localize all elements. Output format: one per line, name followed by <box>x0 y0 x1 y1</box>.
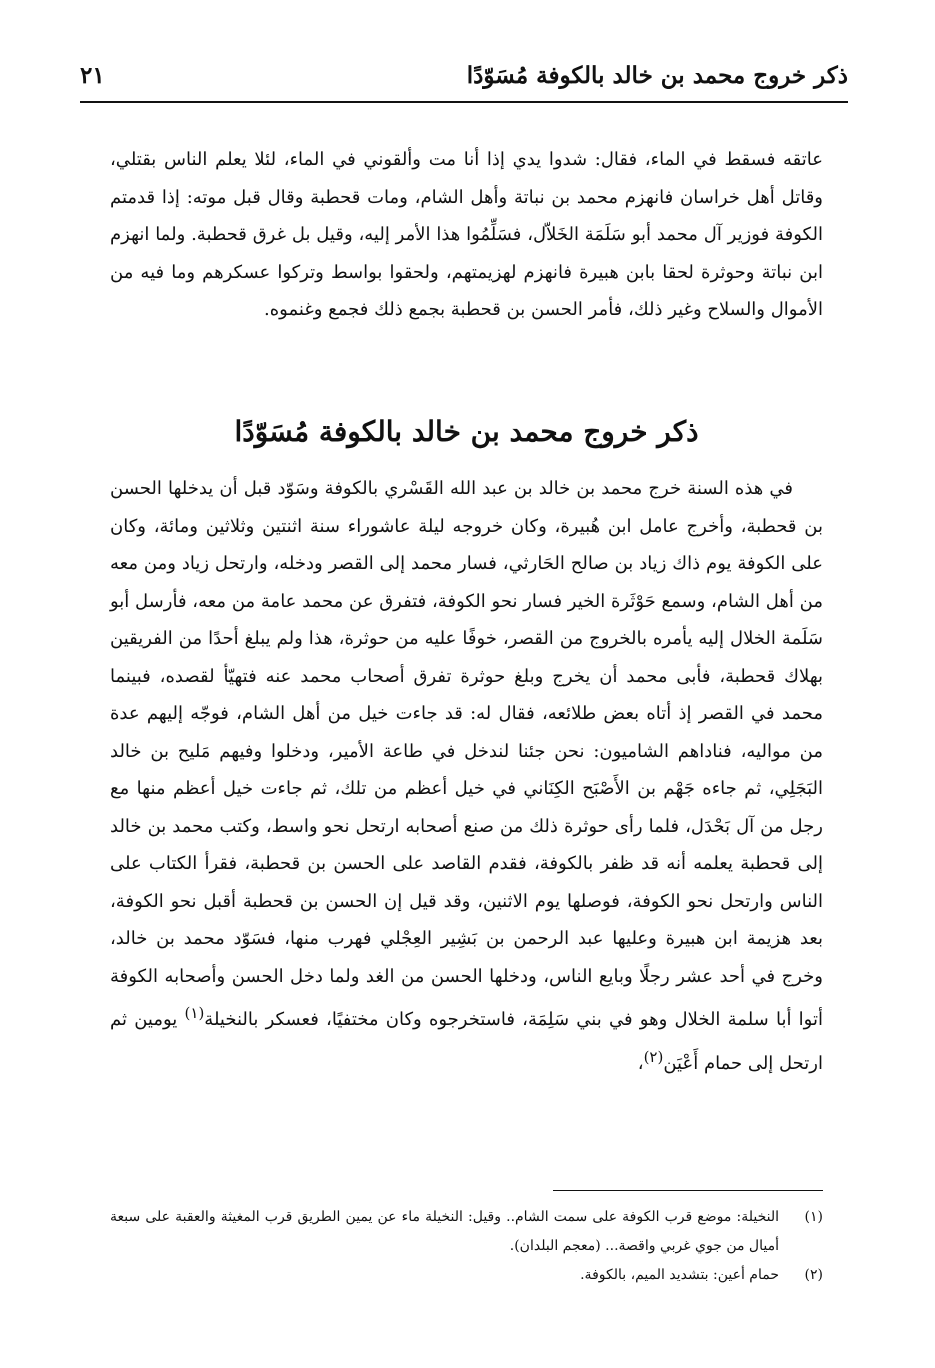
body-paragraph-2-text: في هذه السنة خرج محمد بن خالد بن عبد الله القَسْري بالكوفة وسَوّد قبل أن يدخلها الحسن بن قحطبة، وأخرج عامل ابن هُبيرة، وكان خروجه ليلة عاشوراء سنة اثنتين وثلاثين ومائة، وكان على الكوفة يوم ذاك زياد بن صالح الحَارثي، فسار محمد إلى القصر ودخله، وارتحل زياد ومن معه من أهل الشام، وسمع حَوْثَرة الخير فسار نحو الكوفة، فتفرق عن محمد عامة من معه، فأرسل أبو سَلَمة الخلال إليه يأمره بالخروج من القصر، خوفًا عليه من حوثرة، هذا ولم يبلغ أحدًا من الفريقين بهلاك قحطبة، فأبى محمد أن يخرج وبلغ حوثرة تفرق أصحاب محمد عنه فتهيّأ لقصده، فبينما محمد في القصر إذ أتاه بعض طلائعه، فقال له: قد جاءت خيل من أهل الشام، فوجّه إليهم عدة من مواليه، فناداهم الشاميون: نحن جئنا لندخل في طاعة الأمير، ودخلوا وفيهم مَليح بن خالد البَجَلِي، ثم جاءه جَهْم بن الأَصْبَح الكِنَاني في خيل أعظم من تلك، ثم جاءت خيل أعظم منها مع رجل من آل بَحْدَل، فلما رأى حوثرة ذلك من صنع أصحابه ارتحل نحو واسط، وكتب محمد بن خالد إلى قحطبة يعلمه أنه قد ظفر بالكوفة، فقدم القاصد على الحسن بن قحطبة، فقرأ الكتاب على الناس وارتحل نحو الكوفة، فوصلها يوم الاثنين، وقد قيل إن الحسن بن قحطبة أقبل نحو الكوفة، بعد هزيمة ابن هبيرة وعليها عبد الرحمن بن بَشِير العِجْلي فهرب منها، فسَوّد محمد بن خالد، وخرج في أحد عشر رجلًا وبايع الناس، ودخلها الحسن من الغد ولما دخل الحسن وأصحابه الكوفة أتوا أبا سلمة الخلال وهو في بني سَلِمَة، فاستخرجوه وكان مختفيًا، فعسكر بالنخيلة <box>110 478 823 1030</box>
footnote-ref-2[interactable]: (٢) <box>643 1047 664 1066</box>
running-title: ذكر خروج محمد بن خالد بالكوفة مُسَوّدًا <box>466 62 848 89</box>
body-paragraph-2-end-text: ، <box>637 1052 644 1074</box>
footnotes <box>110 1203 823 1290</box>
footnote-2 <box>110 1261 823 1290</box>
footnote-marker-2: (٢) <box>804 1267 823 1283</box>
body-paragraph-1: عاتقه فسقط في الماء، فقال: شدوا يدي إذا أنا مت وألقوني في الماء، لئلا يعلم الناس بقتلي، وقاتل أهل خراسان فانهزم محمد بن نباتة وأهل الشام، ومات قحطبة وقال قبل موته: إذا قدمتم الكوفة فوزير آل محمد أبو سَلَمَة الخَلاّل، فسَلِّمُوا هذا الأمر إليه، وقيل بل غرق قحطبة. ولما انهزم ابن نباتة وحوثرة لحقا بابن هبيرة فانهزم لهزيمتهم، ولحقوا بواسط وتركوا عسكرهم وما فيه من الأموال والسلاح وغير ذلك، فأمر الحسن بن قحطبة بجمع ذلك فجمع وغنموه. <box>110 149 823 320</box>
footnote-1 <box>110 1203 823 1261</box>
running-header <box>80 58 848 98</box>
header-rule <box>80 101 848 103</box>
footnote-text-1: النخيلة: موضع قرب الكوفة على سمت الشام.. وقيل: النخيلة ماء عن يمين الطريق قرب المغيثة والعقبة على سبعة أميال من جوي غربي واقصة... (معجم البلدان). <box>110 1209 779 1254</box>
body-paragraph-2 <box>110 470 823 1190</box>
footnote-text-2: حمام أعين: بتشديد الميم، بالكوفة. <box>580 1267 779 1283</box>
page-number: ٢١ <box>80 62 105 89</box>
body-paragraph-2-mid-text: يومين ثم ارتحل إلى حمام أَعْيَن <box>110 1009 823 1074</box>
footnote-marker-1: (١) <box>804 1209 823 1225</box>
section-heading: ذكر خروج محمد بن خالد بالكوفة مُسَوّدًا <box>234 415 699 449</box>
footnote-rule <box>553 1190 823 1191</box>
footnote-ref-1[interactable]: (١) <box>184 1004 205 1022</box>
